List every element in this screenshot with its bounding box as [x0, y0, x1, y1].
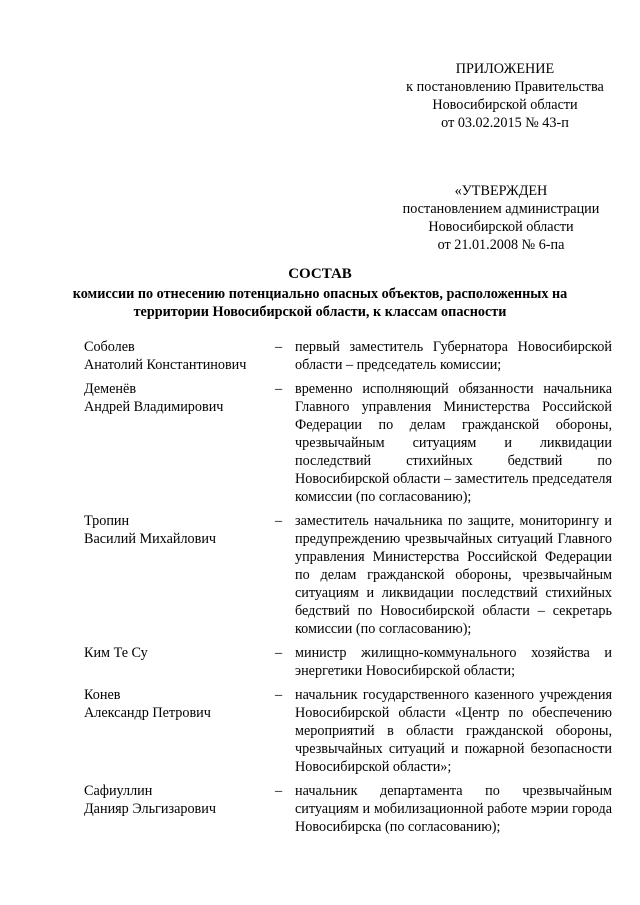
document-heading — [60, 265, 580, 321]
member-role: заместитель начальника по защите, мониторингу и предупреждению чрезвычайных ситуаций Главного управления Министерства Российской Федерации по делам гражданской обороны, чрезвычайным ситуациям и ликвидации последствий стихийных бедствий по Новосибирской области – секретарь комиссии (по согласованию); — [295, 513, 612, 637]
member-role: начальник государственного казенного учреждения Новосибирской области «Центр по обеспечению мероприятий в области гражданской обороны, чрезвычайных ситуаций и пожарной безопасности Новосибирской области»; — [295, 687, 612, 775]
member-row — [84, 686, 612, 776]
member-dash: – — [274, 645, 283, 661]
member-role: начальник департамента по чрезвычайным ситуациям и мобилизационной работе мэрии города Новосибирска (по согласованию); — [295, 783, 612, 835]
member-name — [84, 782, 264, 836]
member-name — [84, 644, 264, 680]
member-row — [84, 380, 612, 506]
member-surname: Тропин — [84, 513, 130, 529]
member-name — [84, 512, 264, 638]
member-dash: – — [274, 687, 283, 703]
approval-line-3: от 21.01.2008 № 6-па — [437, 237, 565, 253]
approval-line-1: постановлением администрации — [402, 201, 600, 217]
member-row — [84, 782, 612, 836]
member-role: министр жилищно-коммунального хозяйства и энергетики Новосибирской области; — [295, 645, 612, 679]
member-row — [84, 644, 612, 680]
member-dash: – — [274, 339, 283, 355]
appendix-line-2: Новосибирской области — [432, 97, 578, 113]
member-given-name: Андрей Владимирович — [84, 399, 224, 415]
appendix-title: ПРИЛОЖЕНИЕ — [455, 61, 555, 77]
member-surname: Деменёв — [84, 381, 137, 397]
page-title: СОСТАВ — [288, 266, 352, 282]
member-row — [84, 338, 612, 374]
member-given-name: Анатолий Константинович — [84, 357, 247, 373]
member-name — [84, 686, 264, 776]
member-dash: – — [274, 513, 283, 529]
member-name — [84, 380, 264, 506]
member-given-name: Александр Петрович — [84, 705, 211, 721]
member-dash: – — [274, 783, 283, 799]
member-role: первый заместитель Губернатора Новосибирской области – председатель комиссии; — [295, 339, 612, 373]
commission-members-list — [84, 338, 612, 842]
member-name — [84, 338, 264, 374]
member-given-name: Данияр Эльгизарович — [84, 801, 216, 817]
approval-line-2: Новосибирской области — [428, 219, 574, 235]
appendix-line-1: к постановлению Правительства — [406, 79, 604, 95]
member-surname: Сафиуллин — [84, 783, 153, 799]
member-surname: Конев — [84, 687, 121, 703]
approval-stamp — [392, 182, 610, 254]
page-subtitle: комиссии по отнесению потенциально опасных объектов, расположенных на территории Новосибирской области, к классам опасности — [72, 286, 568, 320]
appendix-header — [396, 60, 614, 132]
member-role: временно исполняющий обязанности начальника Главного управления Министерства Российской Федерации по делам гражданской обороны, чрезвычайным ситуациям и ликвидации последствий стихийных бедствий по Новосибирской области – заместитель председателя комиссии (по согласованию); — [295, 381, 612, 505]
member-given-name: Василий Михайлович — [84, 531, 217, 547]
appendix-line-3: от 03.02.2015 № 43-п — [441, 115, 569, 131]
member-surname: Ким Те Су — [84, 645, 148, 661]
member-row — [84, 512, 612, 638]
member-surname: Соболев — [84, 339, 135, 355]
member-dash: – — [274, 381, 283, 397]
approval-title: «УТВЕРЖДЕН — [454, 183, 548, 199]
